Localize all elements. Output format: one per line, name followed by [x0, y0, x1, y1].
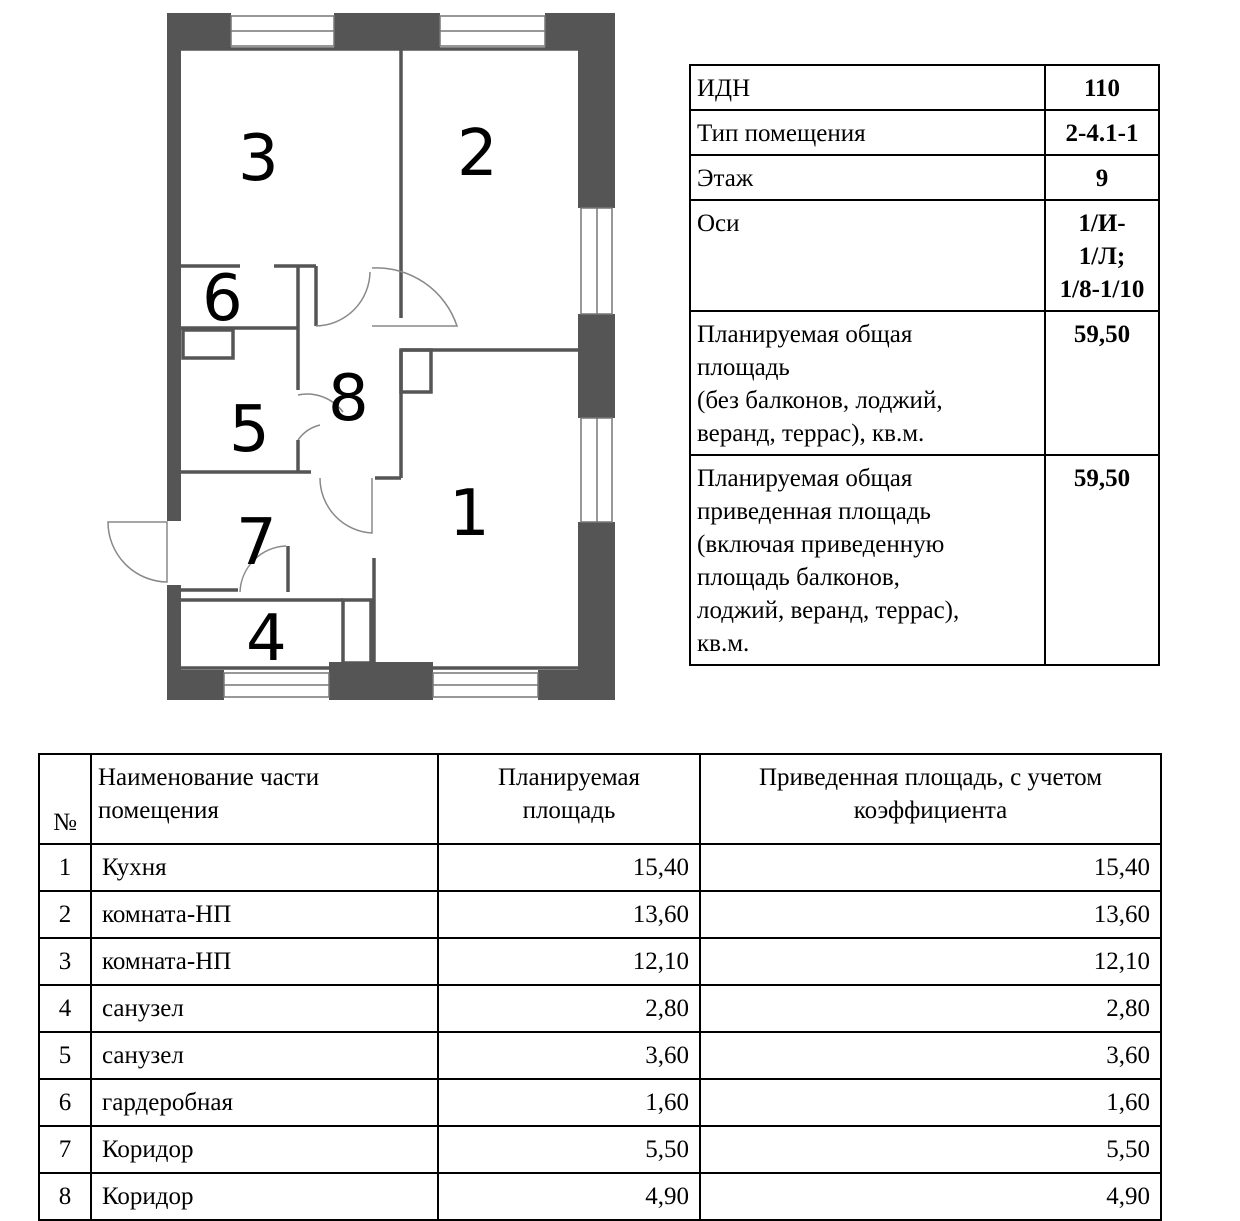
header-reduced-area: [700, 754, 1161, 844]
row-reduced-area: 15,40: [700, 844, 1161, 891]
row-name: комната-НП: [91, 938, 438, 985]
row-reduced-area: 12,10: [700, 938, 1161, 985]
reduced-area-label-line: Планируемая общая: [697, 465, 913, 492]
rooms-table-header: [39, 754, 1161, 844]
reduced-area-label-line: кв.м.: [697, 630, 750, 657]
header-reduced-line: коэффициента: [853, 797, 1008, 824]
room-number-3: 3: [238, 122, 279, 196]
table-row: [39, 1032, 1161, 1079]
axes-value-line: 1/Л;: [1078, 243, 1126, 270]
header-number: №: [39, 754, 91, 844]
row-area: 3,60: [438, 1032, 700, 1079]
row-reduced-area: 5,50: [700, 1126, 1161, 1173]
row-area: 2,80: [438, 985, 700, 1032]
room-number-4: 4: [246, 602, 287, 676]
axes-value-line: 1/8-1/10: [1059, 276, 1145, 303]
room-number-5: 5: [229, 393, 270, 467]
row-area: 13,60: [438, 891, 700, 938]
row-number: 8: [39, 1173, 91, 1220]
row-number: 6: [39, 1079, 91, 1126]
row-area: 4,90: [438, 1173, 700, 1220]
reduced-area-label-line: площадь балконов,: [697, 564, 900, 591]
header-area: [438, 754, 700, 844]
table-row: [39, 1126, 1161, 1173]
row-reduced-area: 4,90: [700, 1173, 1161, 1220]
row-area: 1,60: [438, 1079, 700, 1126]
room-number-1: 1: [449, 477, 490, 551]
table-row: [39, 938, 1161, 985]
row-name: санузел: [91, 985, 438, 1032]
header-name: [91, 754, 438, 844]
plan-windows: [224, 16, 612, 697]
row-number: 4: [39, 985, 91, 1032]
axes-value-line: 1/И-: [1078, 210, 1126, 237]
reduced-area-label: [690, 455, 1045, 665]
row-area: 15,40: [438, 844, 700, 891]
reduced-area-label-line: (включая приведенную: [697, 531, 945, 558]
plan-doors: [108, 268, 457, 592]
header-area-line: Планируемая: [497, 764, 641, 791]
info-row-total-area: [690, 311, 1159, 455]
room-number-8: 8: [328, 362, 369, 436]
row-number: 1: [39, 844, 91, 891]
type-label: Тип помещения: [690, 110, 1045, 155]
row-number: 3: [39, 938, 91, 985]
type-value: 2-4.1-1: [1045, 110, 1159, 155]
reduced-area-value: 59,50: [1045, 455, 1159, 665]
header-name-line: Наименование части: [98, 764, 320, 791]
row-reduced-area: 3,60: [700, 1032, 1161, 1079]
header-name-line: помещения: [98, 797, 219, 824]
row-number: 2: [39, 891, 91, 938]
row-name: Кухня: [91, 844, 438, 891]
table-row: [39, 1173, 1161, 1220]
total-area-label-line: Планируемая общая: [697, 321, 913, 348]
total-area-label-line: (без балконов, лоджий,: [697, 387, 943, 414]
total-area-label-line: веранд, террас), кв.м.: [697, 420, 925, 447]
floor-value: 9: [1045, 155, 1159, 200]
row-area: 12,10: [438, 938, 700, 985]
table-row: [39, 844, 1161, 891]
info-row-reduced-area: [690, 455, 1159, 665]
info-row-floor: [690, 155, 1159, 200]
row-reduced-area: 2,80: [700, 985, 1161, 1032]
apartment-info-table: [689, 64, 1160, 666]
idn-value: 110: [1045, 65, 1159, 110]
rooms-table: [38, 753, 1162, 1221]
total-area-label-line: площадь: [697, 354, 790, 381]
header-reduced-line: Приведенная площадь, с учетом: [758, 764, 1103, 791]
axes-value: [1045, 200, 1159, 311]
row-number: 7: [39, 1126, 91, 1173]
total-area-label: [690, 311, 1045, 455]
room-numbers: [202, 117, 498, 676]
row-reduced-area: 13,60: [700, 891, 1161, 938]
room-number-7: 7: [236, 506, 277, 580]
floor-label: Этаж: [690, 155, 1045, 200]
table-row: [39, 985, 1161, 1032]
floor-plan: [100, 10, 620, 705]
axes-label: Оси: [690, 200, 1045, 311]
reduced-area-label-line: приведенная площадь: [697, 498, 931, 525]
row-name: Коридор: [91, 1126, 438, 1173]
row-number: 5: [39, 1032, 91, 1079]
room-number-2: 2: [457, 117, 498, 191]
row-name: Коридор: [91, 1173, 438, 1220]
info-row-axes: [690, 200, 1159, 311]
idn-label: ИДН: [690, 65, 1045, 110]
header-area-line: площадь: [522, 797, 616, 824]
row-name: комната-НП: [91, 891, 438, 938]
row-reduced-area: 1,60: [700, 1079, 1161, 1126]
room-number-6: 6: [202, 262, 243, 336]
table-row: [39, 1079, 1161, 1126]
total-area-value: 59,50: [1045, 311, 1159, 455]
info-row-type: [690, 110, 1159, 155]
row-area: 5,50: [438, 1126, 700, 1173]
info-row-idn: [690, 65, 1159, 110]
row-name: санузел: [91, 1032, 438, 1079]
row-name: гардеробная: [91, 1079, 438, 1126]
reduced-area-label-line: лоджий, веранд, террас),: [697, 597, 960, 624]
table-row: [39, 891, 1161, 938]
